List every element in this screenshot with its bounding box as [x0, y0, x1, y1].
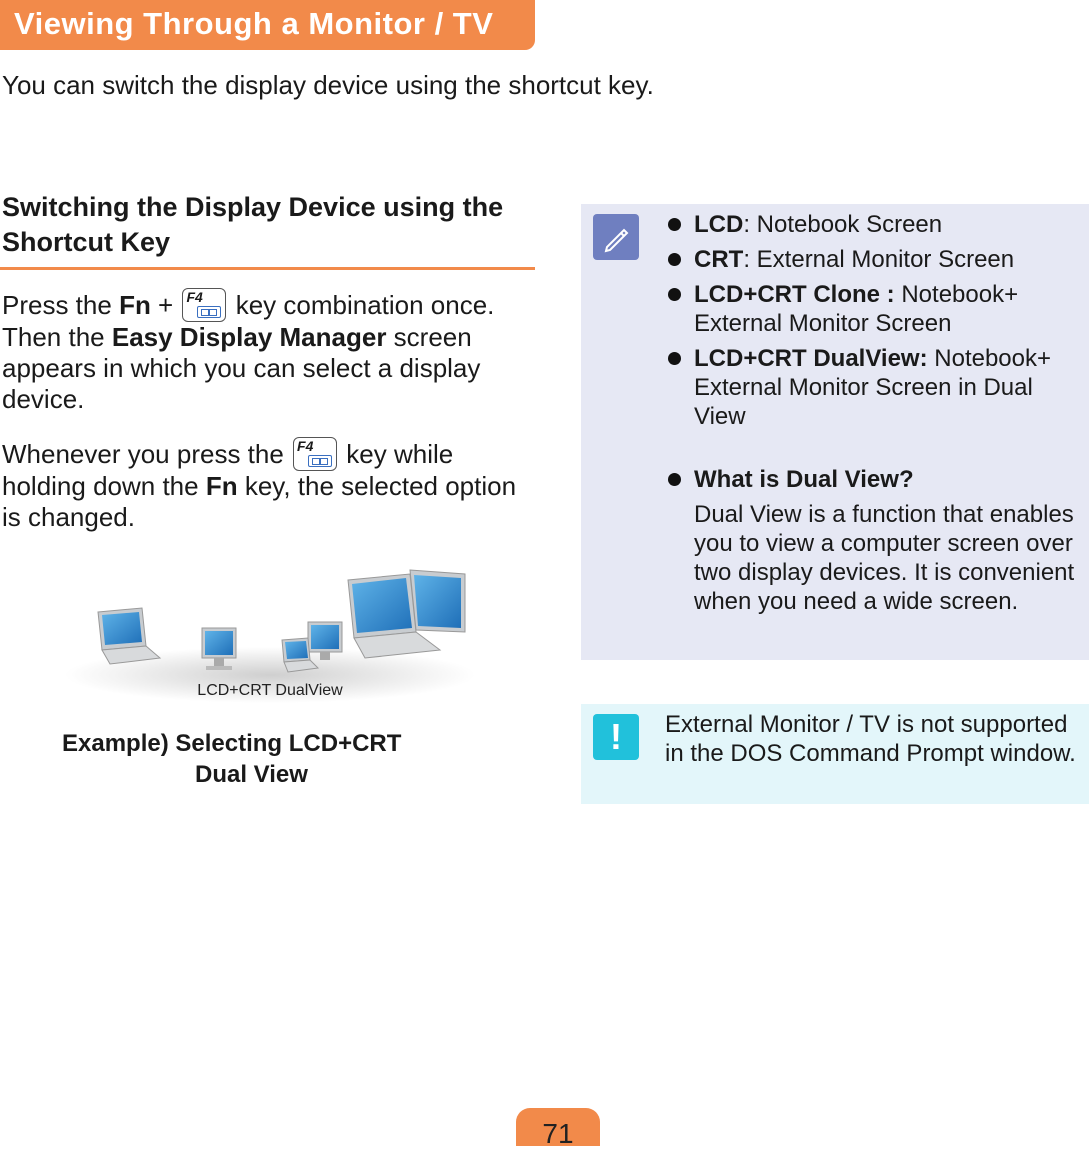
list-item: LCD+CRT DualView: Notebook+ External Monitor Screen in Dual View	[665, 344, 1089, 431]
note-list	[665, 210, 1089, 616]
section-divider	[0, 267, 535, 270]
caution-text: External Monitor / TV is not supported in the DOS Command Prompt window.	[665, 711, 1076, 767]
f4-key-icon: F4	[182, 288, 226, 322]
large-laptop-icon	[348, 570, 465, 658]
exclamation-icon: !	[593, 714, 639, 760]
svg-text:LCD+CRT DualView: LCD+CRT DualView	[197, 682, 343, 699]
section-heading: Switching the Display Device using the Shortcut Key	[2, 192, 504, 257]
pencil-icon	[593, 214, 639, 260]
dualview-illustration	[60, 560, 480, 705]
answer-text: Dual View is a function that enables you to view a computer screen over two display devices. It is convenient when you need a wide screen.	[694, 501, 1075, 615]
list-item: LCD+CRT Clone : Notebook+ External Monitor Screen	[665, 280, 1089, 338]
list-item: CRT: External Monitor Screen	[665, 245, 1089, 274]
shortcut-paragraph: Press the Fn + F4 key combination once. Then the Easy Display Manager screen appears in which you can select a display device.	[2, 289, 495, 414]
switching-paragraph: Whenever you press the F4 key while holding down the Fn key, the selected option is changed.	[2, 438, 517, 532]
page-title: Viewing Through a Monitor / TV	[14, 6, 494, 41]
intro-text: You can switch the display device using the shortcut key.	[2, 70, 654, 100]
question-item: What is Dual View?	[665, 465, 1089, 494]
list-item: LCD: Notebook Screen	[665, 210, 1089, 239]
f4-key-icon: F4	[293, 437, 337, 471]
page-number: 71	[542, 1118, 574, 1149]
laptop-icon	[98, 608, 160, 664]
figure-caption: Example) Selecting LCD+CRT Dual View	[62, 730, 402, 788]
